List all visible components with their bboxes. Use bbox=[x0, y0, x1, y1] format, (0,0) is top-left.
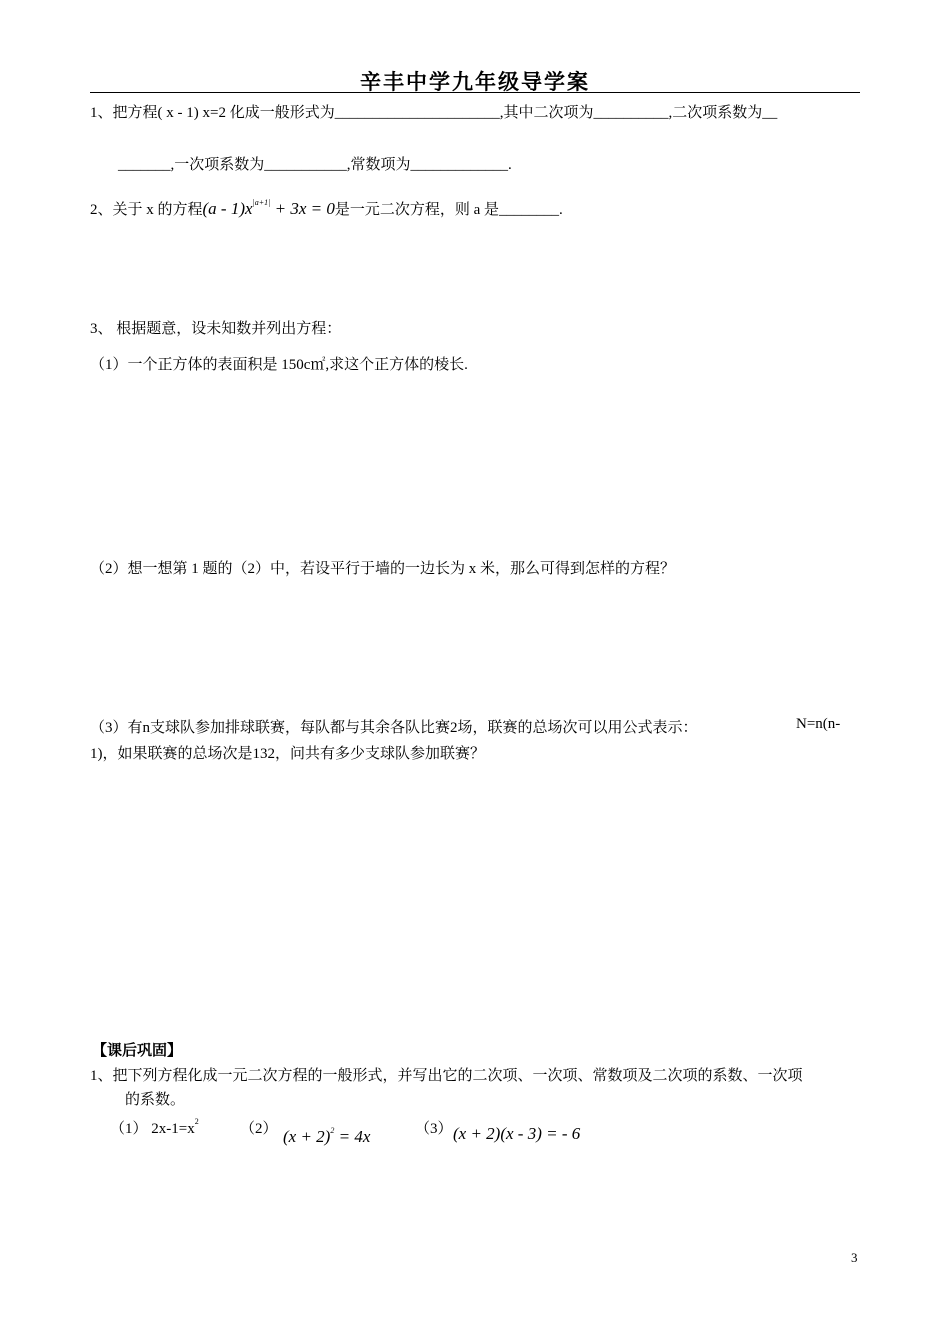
question-2-prefix: 2、关于 x 的方程 bbox=[90, 202, 203, 218]
equation-base: (a - 1)x bbox=[202, 199, 253, 218]
title-divider bbox=[90, 92, 860, 93]
page-title: 辛丰中学九年级导学案 bbox=[360, 70, 590, 94]
question-3-sub-1: （1）一个正方体的表面积是 150c㎡,求这个正方体的棱长. bbox=[90, 357, 468, 373]
question-3-heading: 3、 根据题意，设未知数并列出方程： bbox=[90, 321, 342, 337]
homework-item-2-label: （2） bbox=[240, 1121, 278, 1137]
item-expression: 2x-1=x bbox=[151, 1121, 195, 1137]
question-3-sub-3-line-1: （3）有n支球队参加排球联赛，每队都与其余各队比赛2场，联赛的总场次可以用公式表示： bbox=[90, 720, 698, 736]
item-exponent: 2 bbox=[194, 1117, 199, 1126]
homework-item-1 bbox=[110, 1117, 199, 1138]
homework-item-3-expression: (x + 2)(x - 3) = - 6 bbox=[453, 1124, 581, 1143]
item-exponent: 2 bbox=[330, 1126, 335, 1135]
question-3-sub-2: （2）想一想第 1 题的（2）中，若设平行于墙的一边长为 x 米，那么可得到怎样的方程？ bbox=[90, 561, 676, 577]
equation-tail: + 3x = 0 bbox=[270, 199, 335, 218]
homework-item-3-label: （3） bbox=[415, 1121, 453, 1137]
homework-item-2-expression bbox=[283, 1126, 370, 1147]
homework-q1-line-1: 1、把下列方程化成一元二次方程的一般形式，并写出它的二次项、一次项、常数项及二次项的系数、一次项 bbox=[90, 1068, 803, 1084]
question-2-suffix: 是一元二次方程，则 a 是________. bbox=[334, 202, 563, 218]
question-1-line-1: 1、把方程( x - 1) x=2 化成一般形式为______________________,其中二次项为__________,二次项系数为__ bbox=[90, 105, 778, 121]
question-2 bbox=[90, 198, 563, 219]
question-1-line-2: _______,一次项系数为___________,常数项为_____________. bbox=[118, 157, 512, 173]
equation-exponent: |a+1| bbox=[252, 198, 271, 207]
question-3-sub-3-line-1-formula: N=n(n- bbox=[796, 716, 841, 732]
item-tail: = 4x bbox=[334, 1127, 371, 1146]
page-number: 3 bbox=[851, 1250, 858, 1265]
item-expression: (x + 2) bbox=[283, 1127, 331, 1146]
item-label: （1） bbox=[110, 1121, 148, 1137]
question-2-equation bbox=[203, 199, 335, 218]
homework-heading: 【课后巩固】 bbox=[92, 1043, 183, 1059]
question-3-sub-3-line-2: 1)，如果联赛的总场次是132，问共有多少支球队参加联赛？ bbox=[90, 746, 485, 762]
homework-q1-line-2: 的系数。 bbox=[125, 1092, 186, 1108]
